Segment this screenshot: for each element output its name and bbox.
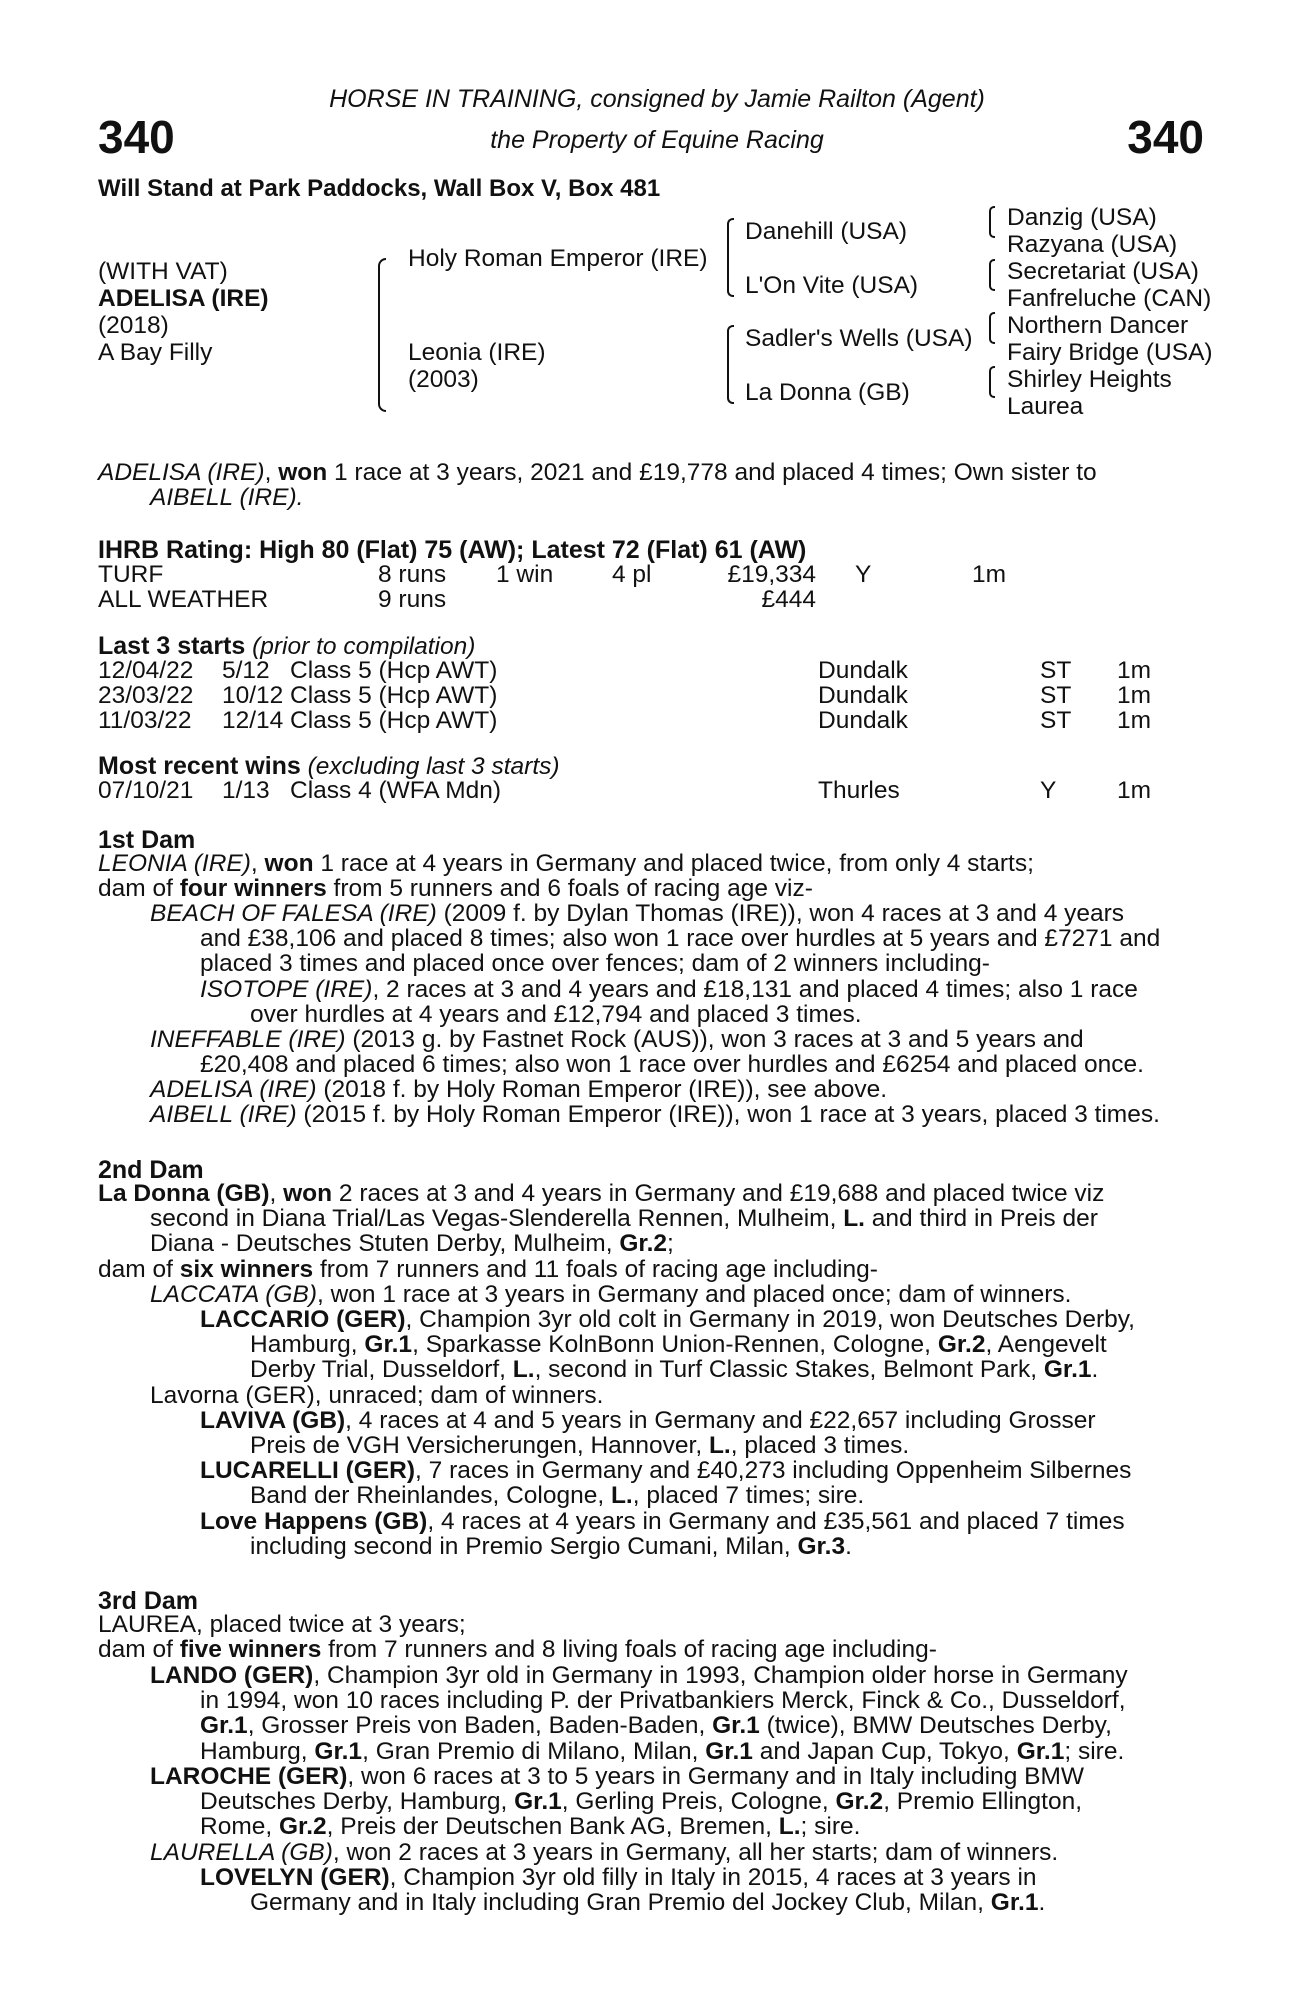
italic-text: AIBELL (IRE) xyxy=(150,1101,297,1128)
italic-text: BEACH OF FALESA (IRE) xyxy=(150,900,437,928)
bold-text: Gr.1 xyxy=(1043,1356,1092,1384)
pedigree-text-line xyxy=(98,1257,878,1282)
wins-title: Most recent wins xyxy=(98,752,301,780)
text: (2013 g. by Fastnet Rock (AUS)), won 3 races at 3 and 5 years and xyxy=(345,1025,1084,1053)
pedigree-text-line xyxy=(98,1612,466,1637)
text: from 7 runners and 11 foals of racing age including- xyxy=(313,1255,878,1283)
pedigree-text-line xyxy=(150,1231,674,1256)
text: , Gran Premio di Milano, Milan, xyxy=(362,1737,706,1765)
text: , Champion 3yr old filly in Italy in 2015, 4 races at 3 years in xyxy=(389,1864,1037,1891)
text: . xyxy=(1091,1356,1099,1384)
pedigree-sds: Secretariat (USA) xyxy=(1007,258,1199,285)
pedigree-text-line xyxy=(250,1002,862,1027)
form-date: 12/04/22 xyxy=(98,657,194,684)
form-class: Class 5 (Hcp AWT) xyxy=(290,657,498,684)
pedigree-dam: Leonia (IRE) xyxy=(408,339,546,366)
bold-text: LAVIVA (GB) xyxy=(200,1406,346,1434)
bold-text: Gr.2 xyxy=(937,1331,986,1359)
italic-text: INEFFABLE (IRE) xyxy=(150,1025,346,1053)
pedigree-text-line xyxy=(250,1332,1107,1357)
italic-text: LEONIA (IRE) xyxy=(98,850,251,877)
bold-text: L. xyxy=(610,1482,633,1510)
form-position: 5/12 xyxy=(222,657,270,684)
bold-text: Gr.1 xyxy=(514,1788,562,1816)
bold-text: L. xyxy=(778,1813,801,1841)
text: and third in Preis der xyxy=(864,1205,1098,1233)
pedigree-text-line xyxy=(150,1077,887,1102)
lot-number-left: 340 xyxy=(98,111,175,163)
pedigree-text-line xyxy=(98,1181,1104,1206)
bold-text: Gr.1 xyxy=(200,1712,248,1740)
form-course: Dundalk xyxy=(818,707,908,734)
text: , Champion 3yr old colt in Germany in 2019, won Deutsches Derby, xyxy=(405,1306,1135,1333)
text: including second in Premio Sergio Cumani, Milan, xyxy=(250,1532,798,1560)
pedigree-sire-sire: Danehill (USA) xyxy=(745,218,908,245)
bold-text: Love Happens (GB) xyxy=(200,1507,428,1535)
text: , 7 races in Germany and £40,273 including Oppenheim Silbernes xyxy=(415,1457,1132,1485)
pedigree-brace-dam xyxy=(727,325,734,404)
text: . xyxy=(1038,1889,1046,1917)
pedigree-dsd: Fairy Bridge (USA) xyxy=(1007,339,1213,366)
summary-text: 1 race at 3 years, 2021 and £19,778 and placed 4 times; Own sister to xyxy=(327,459,1097,486)
pedigree-ddd: Laurea xyxy=(1007,393,1084,420)
pedigree-text-line xyxy=(200,1307,1135,1332)
text: ; xyxy=(667,1230,674,1258)
bold-text: LACCARIO (GER) xyxy=(200,1306,406,1333)
wins-note: (excluding last 3 starts) xyxy=(307,753,560,780)
text: (2015 f. by Holy Roman Emperor (IRE)), won 1 race at 3 years, placed 3 times. xyxy=(296,1101,1160,1128)
text: , 4 races at 4 years in Germany and £35,561 and placed 7 times xyxy=(427,1507,1125,1535)
text: placed 3 times and placed once over fences; dam of 2 winners including- xyxy=(200,950,990,978)
bold-text: Gr.1 xyxy=(990,1889,1039,1917)
pedigree-text-line xyxy=(150,1764,1084,1789)
rating-surface: TURF xyxy=(98,561,164,588)
bold-text: Gr.1 xyxy=(705,1737,753,1765)
pedigree-text-line xyxy=(150,1383,603,1408)
pedigree-text-line xyxy=(250,1534,852,1559)
pedigree-text-line xyxy=(150,1663,1128,1688)
bold-text: won xyxy=(283,1180,333,1207)
pedigree-text-line xyxy=(250,1433,909,1458)
text: , Sparkasse KolnBonn Union-Rennen, Cologne, xyxy=(412,1331,938,1359)
bold-text: five winners xyxy=(179,1636,322,1664)
text: , placed 3 times. xyxy=(730,1432,910,1459)
form-class: Class 4 (WFA Mdn) xyxy=(290,777,502,804)
form-distance: 1m xyxy=(1117,777,1152,804)
summary-sister: AIBELL (IRE). xyxy=(150,484,304,511)
italic-text: ADELISA (IRE) xyxy=(150,1075,317,1103)
bold-text: won xyxy=(264,850,314,877)
form-distance: 1m xyxy=(1117,707,1152,734)
pedigree-sire: Holy Roman Emperor (IRE) xyxy=(408,245,708,272)
text: Lavorna (GER), unraced; dam of winners. xyxy=(150,1381,604,1409)
text: and Japan Cup, Tokyo, xyxy=(752,1737,1017,1765)
form-date: 07/10/21 xyxy=(98,777,194,804)
pedigree-text-line xyxy=(200,1458,1131,1483)
pedigree-text-line xyxy=(200,926,1160,951)
pedigree-brace-sire xyxy=(727,218,734,297)
dam1-title: 1st Dam xyxy=(98,826,196,854)
form-position: 1/13 xyxy=(222,777,270,804)
dam2-title: 2nd Dam xyxy=(98,1156,204,1184)
bold-text: L. xyxy=(843,1205,865,1233)
bold-text: six winners xyxy=(179,1255,314,1283)
pedigree-dam-sire: Sadler's Wells (USA) xyxy=(745,325,973,352)
text: (2018 f. by Holy Roman Emperor (IRE)), see above. xyxy=(316,1075,888,1103)
bold-text: Gr.2 xyxy=(835,1788,884,1816)
pedigree-text-line xyxy=(250,1890,1045,1915)
rating-title: IHRB Rating: High 80 (Flat) 75 (AW); Latest 72 (Flat) 61 (AW) xyxy=(98,536,807,564)
pedigree-text-line xyxy=(150,1840,1058,1865)
rating-surface: ALL WEATHER xyxy=(98,586,269,613)
pedigree-text-line xyxy=(200,1688,1126,1713)
pedigree-text-line xyxy=(200,1739,1124,1764)
text: Germany and in Italy including Gran Premio del Jockey Club, Milan, xyxy=(250,1889,991,1917)
pedigree-text-line xyxy=(200,951,990,976)
form-course: Dundalk xyxy=(818,682,908,709)
pedigree-text-line xyxy=(200,1814,860,1839)
text: , second in Turf Classic Stakes, Belmont Park, xyxy=(534,1356,1044,1384)
text: in 1994, won 10 races including P. der Privatbankiers Merck, Finck & Co., Dusseldorf, xyxy=(200,1686,1126,1714)
text: 1 race at 4 years in Germany and placed twice, from only 4 starts; xyxy=(313,850,1034,877)
text: dam of xyxy=(98,1636,180,1664)
rating-wins: 1 win xyxy=(496,561,554,588)
text: Deutsches Derby, Hamburg, xyxy=(200,1788,515,1816)
text: , Premio Ellington, xyxy=(883,1788,1082,1816)
pedigree-text-line xyxy=(98,876,813,901)
rating-distance: 1m xyxy=(972,561,1007,588)
pedigree-text-line xyxy=(250,1483,864,1508)
bold-text: L. xyxy=(512,1356,535,1384)
text: dam of xyxy=(98,875,180,903)
pedigree-text-line xyxy=(200,1713,1112,1738)
horse-description: A Bay Filly xyxy=(98,339,213,366)
bold-text: L. xyxy=(708,1432,731,1459)
form-going: Y xyxy=(1040,777,1057,804)
pedigree-text-line xyxy=(98,851,1034,876)
consignor-line: HORSE IN TRAINING, consigned by Jamie Railton (Agent) xyxy=(329,85,985,113)
text: Hamburg, xyxy=(250,1331,365,1359)
bold-text: La Donna (GB) xyxy=(98,1180,270,1207)
form-course: Dundalk xyxy=(818,657,908,684)
text: Rome, xyxy=(200,1813,279,1841)
pedigree-text-line xyxy=(200,1408,1096,1433)
italic-text: ISOTOPE (IRE) xyxy=(200,975,373,1003)
text: , 4 races at 4 and 5 years in Germany and £22,657 including Grosser xyxy=(345,1406,1096,1434)
text: , won 1 race at 3 years in Germany and placed once; dam of winners. xyxy=(316,1280,1072,1308)
form-position: 10/12 xyxy=(222,682,284,709)
rating-prize: £19,334 xyxy=(727,561,816,588)
pedigree-text-line xyxy=(200,977,1138,1002)
pedigree-sss: Danzig (USA) xyxy=(1007,204,1157,231)
text: , Preis der Deutschen Bank AG, Bremen, xyxy=(326,1813,779,1841)
italic-text: LACCATA (GB) xyxy=(150,1280,317,1308)
pedigree-dss: Northern Dancer xyxy=(1007,312,1189,339)
pedigree-text-line xyxy=(150,901,1124,926)
text: dam of xyxy=(98,1255,180,1283)
rating-prize: £444 xyxy=(761,586,816,613)
pedigree-brace-sd xyxy=(989,259,995,291)
text: Band der Rheinlandes, Cologne, xyxy=(250,1482,611,1510)
rating-runs: 9 runs xyxy=(378,586,447,613)
pedigree-ssd: Razyana (USA) xyxy=(1007,231,1178,258)
text: , Gerling Preis, Cologne, xyxy=(561,1788,836,1816)
text: Hamburg, xyxy=(200,1737,315,1765)
pedigree-brace-ss xyxy=(989,206,995,238)
form-date: 23/03/22 xyxy=(98,682,194,709)
last3-title: Last 3 starts xyxy=(98,632,246,660)
lot-number-right: 340 xyxy=(1127,111,1204,163)
pedigree-brace-ds xyxy=(989,312,995,344)
text: and £38,106 and placed 8 times; also won 1 race over hurdles at 5 years and £7271 and xyxy=(200,925,1161,953)
pedigree-text-line xyxy=(150,1027,1084,1052)
rating-going: Y xyxy=(855,561,872,588)
bold-text: four winners xyxy=(179,875,327,903)
text: £20,408 and placed 6 times; also won 1 race over hurdles and £6254 and placed once. xyxy=(200,1050,1144,1078)
bold-text: Gr.1 xyxy=(712,1712,760,1740)
form-going: ST xyxy=(1040,657,1072,684)
text: (2009 f. by Dylan Thomas (IRE)), won 4 races at 3 and 4 years xyxy=(436,900,1125,928)
form-distance: 1m xyxy=(1117,682,1152,709)
pedigree-brace-dd xyxy=(989,366,995,398)
bold-text: LAROCHE (GER) xyxy=(150,1762,348,1790)
property-line: the Property of Equine Racing xyxy=(490,126,824,154)
form-going: ST xyxy=(1040,707,1072,734)
text: 2 races at 3 and 4 years in Germany and £19,688 and placed twice viz xyxy=(332,1180,1105,1207)
text: Preis de VGH Versicherungen, Hannover, xyxy=(250,1432,709,1459)
text: , won 6 races at 3 to 5 years in Germany and in Italy including BMW xyxy=(347,1762,1085,1790)
bold-text: Gr.3 xyxy=(797,1532,846,1560)
race-summary: ADELISA (IRE), won 1 race at 3 years, 2021 and £19,778 and placed 4 times; Own sister to xyxy=(98,459,1097,486)
pedigree-text-line xyxy=(98,1637,937,1662)
text: , xyxy=(250,850,265,877)
pedigree-text-line xyxy=(200,1865,1037,1890)
text: ; sire. xyxy=(800,1813,861,1841)
bold-text: Gr.2 xyxy=(278,1813,327,1841)
bold-text: LUCARELLI (GER) xyxy=(200,1457,416,1485)
pedigree-dam-dam: La Donna (GB) xyxy=(745,379,910,406)
horse-year: (2018) xyxy=(98,312,169,339)
text: second in Diana Trial/Las Vegas-Slenderella Rennen, Mulheim, xyxy=(150,1205,844,1233)
form-distance: 1m xyxy=(1117,657,1152,684)
text: , xyxy=(269,1180,284,1207)
text: , placed 7 times; sire. xyxy=(632,1482,865,1510)
summary-won: won xyxy=(278,459,328,486)
bold-text: Gr.1 xyxy=(364,1331,413,1359)
bold-text: Gr.1 xyxy=(1016,1737,1065,1765)
form-class: Class 5 (Hcp AWT) xyxy=(290,682,498,709)
pedigree-text-line xyxy=(200,1052,1144,1077)
horse-name: ADELISA (IRE) xyxy=(98,285,269,312)
form-going: ST xyxy=(1040,682,1072,709)
form-date: 11/03/22 xyxy=(98,707,192,734)
text: Diana - Deutsches Stuten Derby, Mulheim, xyxy=(150,1230,620,1258)
text: ; sire. xyxy=(1064,1737,1125,1765)
pedigree-text-line xyxy=(200,1509,1125,1534)
text: from 7 runners and 8 living foals of racing age including- xyxy=(321,1636,937,1664)
pedigree-dds: Shirley Heights xyxy=(1007,366,1172,393)
pedigree-sdd: Fanfreluche (CAN) xyxy=(1007,285,1212,312)
pedigree-text-line xyxy=(150,1102,1160,1127)
form-position: 12/14 xyxy=(222,707,284,734)
text: , won 2 races at 3 years in Germany, all her starts; dam of winners. xyxy=(332,1838,1059,1866)
bold-text: Gr.1 xyxy=(314,1737,363,1765)
last3-note: (prior to compilation) xyxy=(252,633,476,660)
pedigree-text-line xyxy=(250,1357,1098,1382)
pedigree-brace-main xyxy=(378,258,386,412)
text: . xyxy=(845,1532,852,1560)
pedigree-text-line xyxy=(200,1789,1082,1814)
form-course: Thurles xyxy=(818,777,900,804)
bold-text: Gr.2 xyxy=(619,1230,668,1258)
text: over hurdles at 4 years and £12,794 and placed 3 times. xyxy=(250,1000,862,1028)
text: , Aengevelt xyxy=(985,1331,1107,1359)
summary-horse-name: ADELISA (IRE) xyxy=(98,459,265,486)
bold-text: LOVELYN (GER) xyxy=(200,1864,390,1891)
pedigree-sire-dam: L'On Vite (USA) xyxy=(745,272,919,299)
rating-runs: 8 runs xyxy=(378,561,447,588)
text: , Grosser Preis von Baden, Baden-Baden, xyxy=(247,1712,713,1740)
pedigree-dam-year: (2003) xyxy=(408,366,479,393)
text: , Champion 3yr old in Germany in 1993, Champion older horse in Germany xyxy=(313,1661,1128,1689)
pedigree-text-line xyxy=(150,1206,1098,1231)
bold-text: LANDO (GER) xyxy=(150,1661,314,1689)
text: LAUREA, placed twice at 3 years; xyxy=(98,1611,466,1638)
stand-location: Will Stand at Park Paddocks, Wall Box V, Box 481 xyxy=(98,175,661,202)
text: Derby Trial, Dusseldorf, xyxy=(250,1356,513,1384)
dam3-title: 3rd Dam xyxy=(98,1587,199,1615)
italic-text: LAURELLA (GB) xyxy=(150,1838,333,1866)
text: (twice), BMW Deutsches Derby, xyxy=(759,1712,1112,1740)
text: from 5 runners and 6 foals of racing age viz- xyxy=(326,875,813,903)
form-class: Class 5 (Hcp AWT) xyxy=(290,707,498,734)
vat-label: (WITH VAT) xyxy=(98,258,228,285)
rating-placed: 4 pl xyxy=(612,561,652,588)
pedigree-text-line xyxy=(150,1282,1071,1307)
text: , 2 races at 3 and 4 years and £18,131 and placed 4 times; also 1 race xyxy=(372,975,1138,1003)
